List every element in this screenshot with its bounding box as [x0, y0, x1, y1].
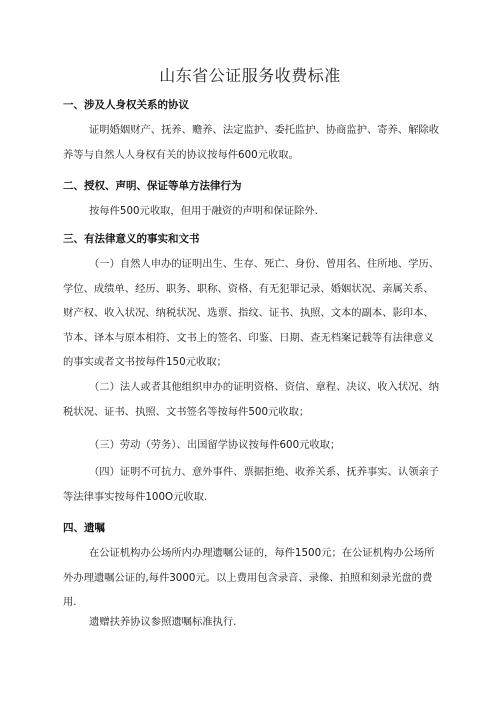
section-4-paragraph-2: 遗赠扶养协议参照遗嘱标准执行.	[89, 616, 237, 628]
section-heading-4: 四、遗嘱	[63, 522, 105, 534]
section-3-paragraph-3: （三）劳动（劳务）、出国留学协议按每件600元收取；	[89, 439, 341, 451]
section-3-paragraph-1: （一）自然人申办的证明出生、生存、死亡、身份、曾用名、住所地、学历、学位、成绩单、经历、职务、职称、资格、有无犯罪记录、婚姻状况、亲属关系、财产权、收入状况、纳税状况、选票、指纹、证书、执照、文本的副本、影印本、节本、译本与原本相符、文书上的签名、印鉴、日期、查无档案记载等有法律意义的事实或者文书按每件150元收取；	[63, 258, 440, 368]
section-1-paragraph-1: 证明婚姻财产、抚养、赡养、法定监护、委托监护、协商监护、寄养、解除收养等与自然人人身权有关的协议按每件600元收取。	[63, 124, 440, 161]
section-heading-3: 三、有法律意义的事实和文书	[63, 233, 200, 245]
section-heading-2: 二、授权、声明、保证等单方法律行为	[63, 180, 242, 192]
section-4-paragraph-1: 在公证机构办公场所内办理遗嘱公证的，每件1500元；在公证机构办公场所外办理遗嘱公证的,每件3000元。以上费用包含录音、录像、拍照和刻录光盘的费用.	[63, 547, 435, 608]
section-2-paragraph-1: 按每件500元收取，但用于融资的声明和保证除外.	[89, 205, 318, 217]
document-title: 山东省公证服务收费标准	[159, 66, 341, 85]
section-3-paragraph-4: （四）证明不可抗力、意外事件、票据拒绝、收养关系、抚养事实、认领亲子等法律事实按每件100O元收取.	[63, 466, 440, 503]
section-3-paragraph-2: （二）法人或者其他组织申办的证明资格、资信、章程、决议、收入状况、纳税状况、证书、执照、文书签名等按每件500元收取；	[63, 381, 440, 418]
section-heading-1: 一、涉及人身权关系的协议	[63, 99, 189, 111]
